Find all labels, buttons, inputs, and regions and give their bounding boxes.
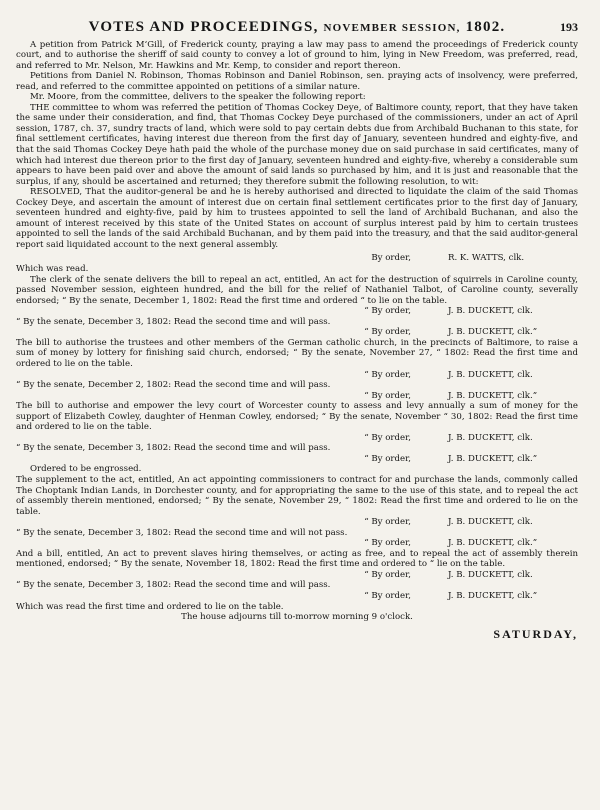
by-order-label: “ By order, [364, 369, 411, 380]
paragraph-which-was-read: Which was read. [16, 264, 89, 275]
clerk-signature: J. B. DUCKETT, clk. [448, 569, 533, 580]
by-order-label: By order, [371, 253, 411, 264]
by-order-label: “ By order, [364, 517, 411, 528]
paragraph-committee-report: THE committee to whom was referred the petition of Thomas Cockey Deye, of Baltimore county, report, that they have taken the same under their consideration, and find, that Thomas Cockey Deye purchased of the commissioners, under an act of April session, 1787, ch. 37, sundry tracts of land, which were sold to pay certain debts due from Archibald Buchanan to this state, for final settlement certificates, having interest due thereon from the first day of January, seventeen hundred and eighty-five, and that the said Thomas Cockey Deye hath paid the whole of the purchase money due on said purchase in said certificates, many of which had interest due thereon prior to the first day of January, seventeen hundred and eighty-five, whereby a considerable sum appears to have been paid over and above the amount of said lands so purchased by him, and it is just and reasonable that the surplus, if any, should be ascertained and returned; they therefore submit the following resolution, to wit: [16, 102, 578, 187]
order-line [16, 591, 578, 602]
paragraph-ordered-engrossed: Ordered to be engrossed. [30, 464, 142, 475]
paragraph-slaves-bill: And a bill, entitled, An act to prevent slaves hiring themselves, or acting as free, and to repeal the act of assembly therein mentioned, endorsed; “ By the senate, November 18, 1802: Read the first time and ordered to “ lie on the table. [16, 548, 578, 570]
header-year: 1802. [465, 19, 506, 35]
senate-endorsement: “ By the senate, December 3, 1802: Read the second time and will pass. [16, 580, 331, 591]
resolution-text: That the auditor-general be and he is hereby authorised and directed to liquidate the claim of the said Thomas Cockey Deye, and ascertain the amount of interest due on certain final settlement certificates prior to the first day of January, seventeen hundred and eighty-five, paid by him to trustees appointed to sell the land of Archibald Buchanan, and also the amount of interest received by this state of the United States on account of surplus interest paid by him to certain trustees appointed to sell the lands of the said Archibald Buchanan, and by them paid into the treasury, and that the said auditor-general report said liquidated account to the next general assembly. [16, 187, 578, 250]
clerk-signature: J. B. DUCKETT, clk.” [448, 390, 538, 401]
clerk-signature: J. B. DUCKETT, clk. [448, 432, 533, 443]
senate-endorsement: “ By the senate, December 3, 1802: Read the second time and will pass. [16, 443, 331, 454]
order-line [16, 327, 578, 338]
paragraph-choptank-supplement: The supplement to the act, entitled, An act appointing commissioners to contract for and purchase the lands, commonly called The Choptank Indian Lands, in Dorchester county, and for appropriating the same to the use of this state, and to repeal the act of assembly therein mentioned, endorsed; “ By the senate, November 29, “ 1802: Read the first time and ordered to lie on the table. [16, 474, 578, 517]
order-line [16, 370, 578, 381]
paragraph-read-first-time: Which was read the first time and ordered to lie on the table. [16, 601, 284, 612]
order-line [16, 570, 578, 581]
catchword: SATURDAY, [493, 626, 578, 641]
paragraph-petitions-robinson: Petitions from Daniel N. Robinson, Thomas Robinson and Daniel Robinson, sen. praying acts of insolvency, were preferred, read, and referred to the committee appointed on petitions of a similar nature. [16, 71, 578, 92]
clerk-signature: J. B. DUCKETT, clk. [448, 369, 533, 380]
paragraph-squirrels-bill: The clerk of the senate delivers the bill to repeal an act, entitled, An act for the destruction of squirrels in Caroline county, passed November session, eighteen hundred, and the bill for the relief of Nathaniel Talbot, of Caroline county, severally endorsed; “ By the senate, December 1, 1802: Read the first time and ordered “ to lie on the table. [16, 274, 578, 306]
page-header [16, 19, 578, 35]
paragraph-german-church-bill: The bill to authorise the trustees and other members of the German catholic church, in the precincts of Baltimore, to raise a sum of money by lottery for finishing said church, endorsed; “ By the senate, November 27, “ 1802: Read the first time and ordered to lie on the table. [16, 337, 578, 369]
order-line [16, 306, 578, 317]
paragraph-worcester-levy-bill: The bill to authorise and empower the levy court of Worcester county to assess and levy annually a sum of money for the support of Elizabeth Cowley, daughter of Henman Cowley, endorsed; “ By the senate, November “ 30, 1802: Read the first time and ordered to lie on the table. [16, 401, 578, 433]
by-order-label: “ By order, [364, 390, 411, 401]
clerk-signature: J. B. DUCKETT, clk.” [448, 327, 538, 338]
order-line [16, 538, 578, 549]
order-line [16, 253, 578, 264]
by-order-label: “ By order, [364, 538, 411, 549]
paragraph-petition-mgill: A petition from Patrick M‘Gill, of Frederick county, praying a law may pass to amend the proceedings of Frederick county court, and to authorise the sheriff of said county to convey a lot of ground to him, lying in New Freedom, was preferred, read, and referred to Mr. Nelson, Mr. Hawkins and Mr. Kemp, to consider and report thereon. [16, 39, 578, 71]
paragraph-committee-report-intro: Mr. Moore, from the committee, delivers to the speaker the following report: [30, 92, 366, 103]
resolved-lead: RESOLVED, [30, 187, 83, 198]
senate-endorsement: “ By the senate, December 3, 1802: Read the second time and will not pass. [16, 527, 348, 538]
order-line [16, 517, 578, 528]
senate-endorsement: “ By the senate, December 3, 1802: Read the second time and will pass. [16, 316, 331, 327]
clerk-signature: J. B. DUCKETT, clk. [448, 306, 533, 317]
by-order-label: “ By order, [364, 432, 411, 443]
clerk-signature: J. B. DUCKETT, clk.” [448, 538, 538, 549]
clerk-signature: R. K. WATTS, clk. [448, 253, 525, 264]
clerk-signature: J. B. DUCKETT, clk.” [448, 590, 538, 601]
by-order-label: “ By order, [364, 306, 411, 317]
paragraph-adjournment: The house adjourns till to-morrow morning 9 o'clock. [181, 612, 413, 623]
header-title: VOTES AND PROCEEDINGS, [88, 19, 319, 35]
clerk-signature: J. B. DUCKETT, clk.” [448, 453, 538, 464]
header-session: NOVEMBER SESSION, [323, 22, 461, 34]
by-order-label: “ By order, [364, 453, 411, 464]
by-order-label: “ By order, [364, 569, 411, 580]
order-line [16, 454, 578, 465]
order-line [16, 391, 578, 402]
paragraph-resolution [16, 187, 578, 250]
by-order-label: “ By order, [364, 590, 411, 601]
senate-endorsement: “ By the senate, December 2, 1802: Read the second time and will pass. [16, 380, 331, 391]
by-order-label: “ By order, [364, 327, 411, 338]
order-line [16, 433, 578, 444]
page-number: 193 [560, 20, 578, 34]
clerk-signature: J. B. DUCKETT, clk. [448, 517, 533, 528]
